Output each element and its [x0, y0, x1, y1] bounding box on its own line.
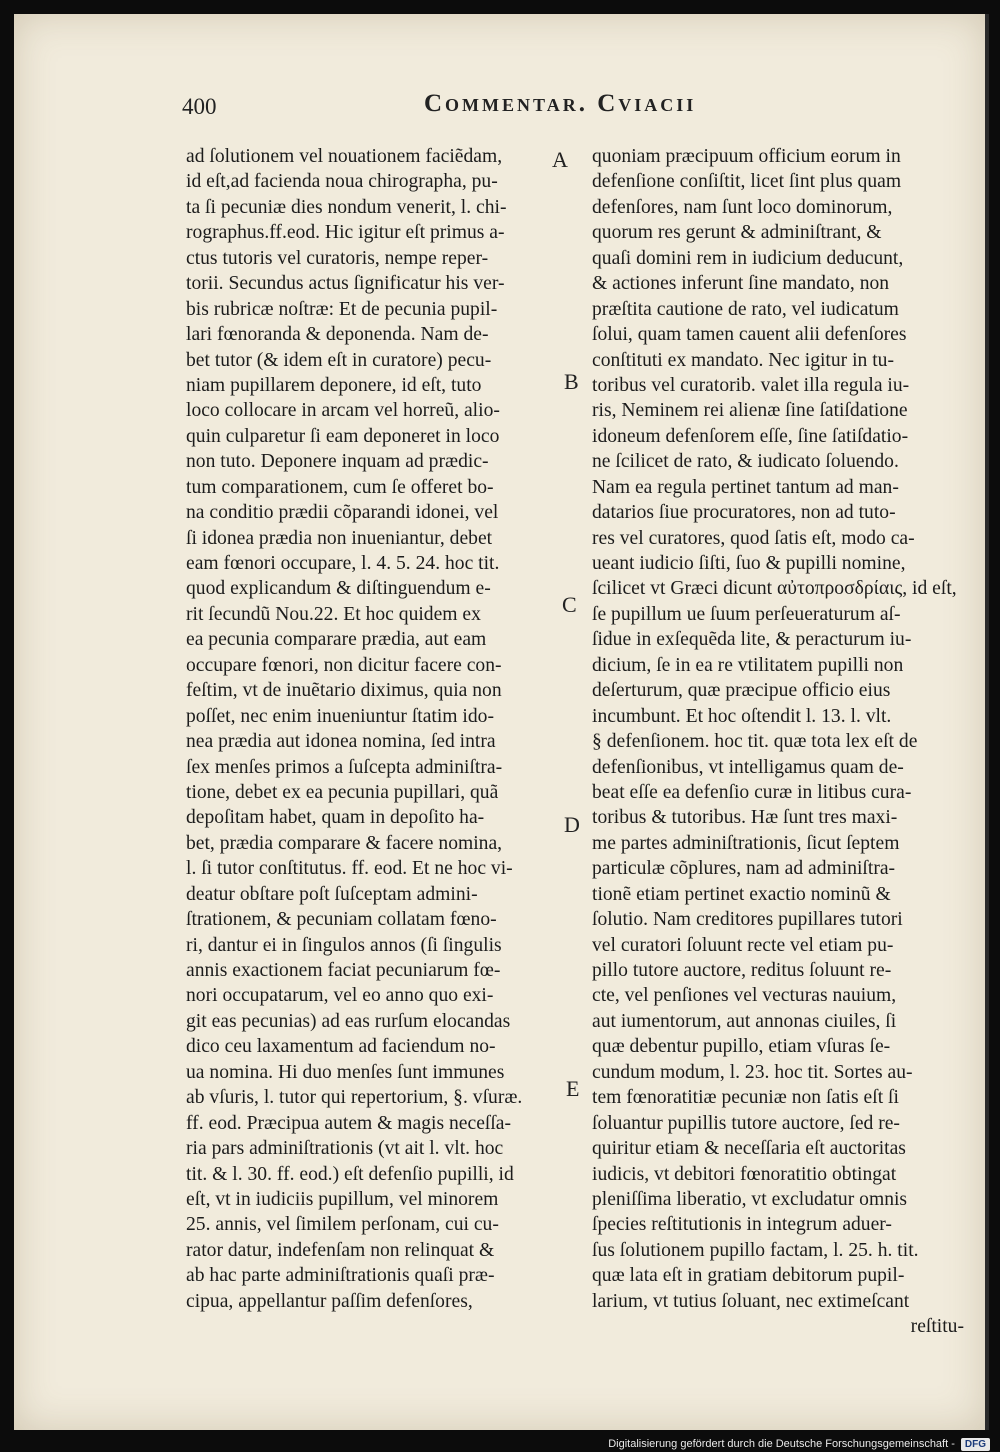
text-line: cipua, appellantur paſſim defenſores, — [186, 1290, 473, 1312]
text-line: ſolutio. Nam creditores pupillares tutori — [592, 909, 903, 931]
dfg-logo: DFG — [961, 1438, 990, 1451]
text-line: defenſionibus, vt intelligamus quam de- — [592, 756, 904, 778]
text-line: ne ſcilicet de rato, & iudicato ſoluendo. — [592, 451, 899, 473]
text-line: poſſet, nec enim inueniuntur ſtatim ido- — [186, 705, 494, 727]
text-line: ueant iudicio ſiſti, ſuo & pupilli nomine, — [592, 553, 906, 574]
text-line: me partes adminiſtrationis, ſicut ſeptem — [592, 832, 900, 854]
text-line: tem fœnoratitiæ pecuniæ non ſatis eſt ſi — [592, 1087, 899, 1109]
text-line: quin culparetur ſi eam deponeret in loco — [186, 425, 500, 447]
margin-marker-b: B — [564, 369, 579, 394]
text-line: ſi idonea prædia non inueniantur, debet — [186, 527, 493, 549]
text-line: ris, Neminem rei alienæ ſine ſatiſdatione — [592, 400, 908, 422]
margin-marker-c: C — [562, 592, 577, 617]
text-line: git eas pecunias) ad eas rurſum elocandas — [186, 1010, 511, 1032]
text-line: eſt, vt in iudiciis pupillum, vel minorem — [186, 1188, 499, 1210]
text-line: niam pupillarem deponere, id eſt, tuto — [186, 374, 482, 396]
text-line: conſtituti ex mandato. Nec igitur in tu- — [592, 349, 895, 371]
text-line: pleniſſima liberatio, vt excludatur omnis — [592, 1188, 908, 1210]
text-line: res vel curatores, quod ſatis eſt, modo ca- — [592, 527, 915, 549]
text-line: iudicis, vt debitori fœnoratitio obtingat — [592, 1163, 897, 1185]
text-line: incumbunt. Et hoc oſtendit l. 13. l. vlt. — [592, 705, 892, 727]
page-number: 400 — [182, 94, 217, 119]
text-line: deſerturum, quæ præcipue officio eius — [592, 680, 891, 702]
text-line: toribus vel curatorib. valet illa regula iu- — [592, 374, 910, 396]
text-line: quæ lata eſt in gratiam debitorum pupil- — [592, 1265, 905, 1287]
text-line: larium, vt tutius ſoluant, nec extimeſcant — [592, 1290, 910, 1312]
text-line: ea pecunia comparare prædia, aut eam — [186, 629, 487, 651]
text-line: nea prædia aut idonea nomina, ſed intra — [186, 731, 496, 753]
text-line: præſtita cautione de rato, vel iudicatum — [592, 298, 899, 320]
text-line: bet, prædia comparare & facere nomina, — [186, 832, 503, 854]
text-line: ff. eod. Præcipua autem & magis neceſſa- — [186, 1112, 512, 1134]
text-line: quoniam præcipuum officium eorum in — [592, 146, 901, 167]
text-line: Nam ea regula pertinet tantum ad man- — [592, 476, 899, 498]
text-line: id eſt,ad facienda noua chirographa, pu- — [186, 171, 498, 193]
text-line: ab vſuris, l. tutor qui repertorium, §. vſuræ. — [186, 1087, 523, 1109]
text-line: l. ſi tutor conſtitutus. ff. eod. Et ne hoc vi- — [186, 858, 513, 880]
text-line: ta ſi pecuniæ dies nondum venerit, l. chi- — [186, 196, 507, 218]
text-line: loco collocare in arcam vel horreũ, alio- — [186, 400, 500, 422]
text-line: quæ debentur pupillo, etiam vſuras ſe- — [592, 1036, 891, 1058]
text-line: defenſores, nam ſunt loco dominorum, — [592, 196, 893, 218]
text-line: tionẽ etiam pertinet exactio nominũ & — [592, 883, 891, 905]
text-line: ad ſolutionem vel nouationem faciẽdam, — [186, 146, 503, 167]
text-line: bis rubricæ noſtræ: Et de pecunia pupil- — [186, 298, 498, 320]
text-line: nori occupatarum, vel eo anno quo exi- — [186, 985, 494, 1007]
left-column — [186, 144, 566, 1314]
text-line: dico ceu laxamentum ad faciendum no- — [186, 1036, 496, 1058]
text-line: annis exactionem faciat pecuniarum fœ- — [186, 960, 501, 981]
book-page — [14, 14, 989, 1430]
text-line: occupare fœnori, non dicitur facere con- — [186, 654, 502, 676]
margin-marker-e: E — [566, 1076, 580, 1101]
text-line: tit. & l. 30. ff. eod.) eſt defenſio pupilli, id — [186, 1163, 514, 1185]
text-line: ſidue in exſequẽda lite, & peracturum iu- — [592, 629, 912, 651]
text-line: cundum modum, l. 23. hoc tit. Sortes au- — [592, 1061, 913, 1083]
text-line: feſtim, vt de inuẽtario diximus, quia non — [186, 680, 502, 702]
right-column — [592, 144, 964, 1340]
text-line: tione, debet ex ea pecunia pupillari, quã — [186, 781, 499, 803]
text-line: ſcilicet vt Græci dicunt αὐτοπροσδρίαις, id eſt, — [592, 578, 957, 600]
text-line: ſe pupillum ue ſuum perſeueraturum aſ- — [592, 603, 901, 625]
text-line: defenſione conſiſtit, licet ſint plus quam — [592, 171, 902, 193]
text-line: toribus & tutoribus. Hæ ſunt tres maxi- — [592, 807, 898, 829]
text-line: ab hac parte adminiſtrationis quaſi præ- — [186, 1265, 495, 1287]
text-line: ſoluantur pupillis tutore auctore, ſed re- — [592, 1112, 900, 1134]
text-line: bet tutor (& idem eſt in curatore) pecu- — [186, 349, 492, 371]
text-line: na conditio prædii cõparandi idonei, vel — [186, 502, 499, 524]
text-line: quiritur etiam & neceſſaria eſt auctoritas — [592, 1138, 906, 1160]
text-line: ri, dantur ei in ſingulos annos (ſi ſingulis — [186, 934, 502, 956]
margin-marker-d: D — [564, 812, 580, 837]
text-line: eam fœnori occupare, l. 4. 5. 24. hoc tit. — [186, 553, 500, 574]
text-line: § defenſionem. hoc tit. quæ tota lex eſt de — [592, 731, 918, 753]
digitization-footer — [0, 1436, 1000, 1452]
text-line: ſtrationem, & pecuniam collatam fœno- — [186, 909, 497, 931]
text-line: ua nomina. Hi duo menſes ſunt immunes — [186, 1061, 505, 1083]
text-line: ria pars adminiſtrationis (vt ait l. vlt. hoc — [186, 1138, 504, 1160]
text-line: rator datur, indefenſam non relinquat & — [186, 1239, 495, 1261]
text-line: ſpecies reſtitutionis in integrum aduer- — [592, 1214, 892, 1236]
text-line: ctus tutoris vel curatoris, nempe reper- — [186, 247, 489, 269]
text-line: particulæ cõplures, nam ad adminiſtra- — [592, 858, 896, 880]
text-line: cte, vel penſiones vel vecturas nauium, — [592, 985, 897, 1007]
text-line: quaſi domini rem in iudicium deducunt, — [592, 247, 904, 269]
text-line: dicium, ſe in ea re vtilitatem pupilli non — [592, 654, 904, 676]
text-line: rit ſecundũ Nou.22. Et hoc quidem ex — [186, 603, 481, 625]
text-line: rographus.ff.eod. Hic igitur eſt primus a- — [186, 222, 505, 244]
text-line: quod explicandum & diſtinguendum e- — [186, 578, 491, 600]
text-line: deatur obſtare poſt ſuſceptam admini- — [186, 883, 478, 905]
text-line: tum comparationem, cum ſe offeret bo- — [186, 476, 494, 498]
text-line: 25. annis, vel ſimilem perſonam, cui cu- — [186, 1214, 499, 1236]
text-line: torii. Secundus actus ſignificatur his ver- — [186, 273, 505, 295]
text-line: vel curatori ſoluunt recte vel etiam pu- — [592, 934, 894, 956]
text-line: ſex menſes primos a ſuſcepta adminiſtra- — [186, 756, 503, 778]
text-line: & actiones inferunt ſine mandato, non — [592, 273, 890, 295]
text-line: non tuto. Deponere inquam ad prædic- — [186, 451, 489, 473]
text-line: aut iumentorum, aut annonas ciuiles, ſi — [592, 1010, 897, 1032]
text-line: idoneum defenſorem eſſe, ſine ſatiſdatio- — [592, 425, 909, 447]
text-line: ſus ſolutionem pupillo factam, l. 25. h. tit. — [592, 1239, 919, 1261]
text-line: datarios ſiue procuratores, non ad tuto- — [592, 502, 896, 524]
text-line: reſtitu- — [910, 1316, 964, 1338]
margin-marker-a: A — [552, 147, 568, 172]
footer-text: Digitalisierung gefördert durch die Deutsche Forschungsgemeinschaft - — [608, 1438, 955, 1450]
text-line: ſolui, quam tamen cauent alii defenſores — [592, 324, 907, 346]
text-line: beat eſſe ea defenſio curæ in litibus cura- — [592, 781, 912, 803]
text-line: lari fœnoranda & deponenda. Nam de- — [186, 324, 489, 346]
running-head: Commentar. Cviacii — [424, 90, 697, 117]
text-line: pillo tutore auctore, reditus ſoluunt re- — [592, 960, 892, 981]
text-line: quorum res gerunt & adminiſtrant, & — [592, 222, 882, 244]
text-line: depoſitam habet, quam in depoſito ha- — [186, 807, 485, 829]
